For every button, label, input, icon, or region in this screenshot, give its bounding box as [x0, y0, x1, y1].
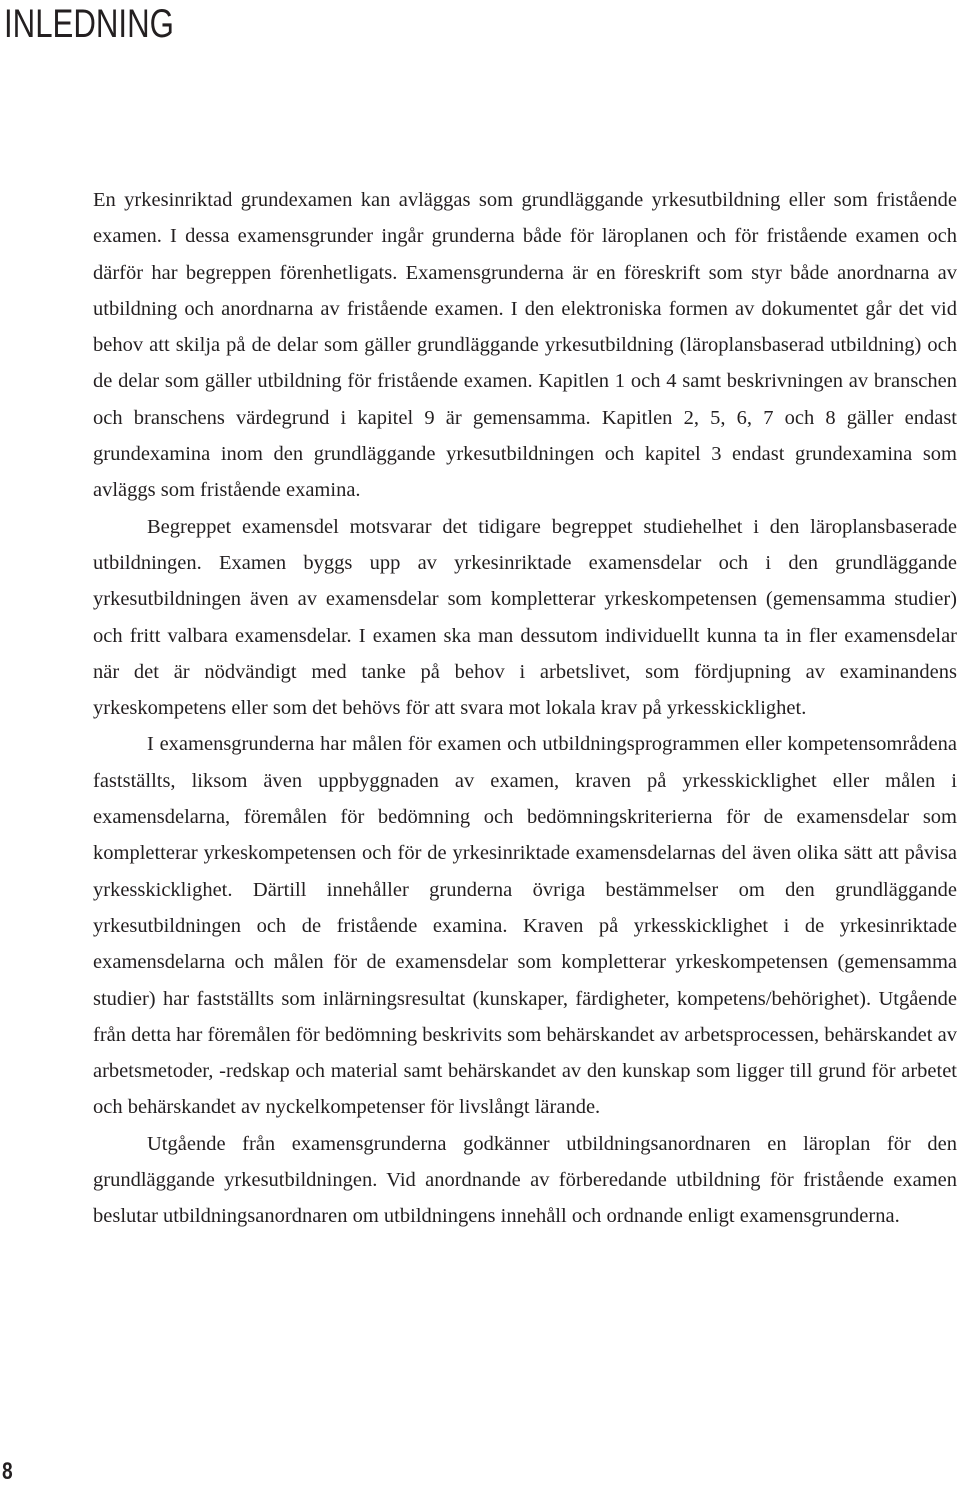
paragraph-laroplan: Utgående från examensgrunderna godkänner utbildningsanordnaren en läroplan för den grundläggande yrkesutbildningen. Vid anordnande av förberedande utbildning för fristående examen beslutar utbildningsanordnaren om utbildningens innehåll och ordnande enligt examensgrunderna.: [93, 1132, 957, 1228]
page-title: INLEDNING: [4, 2, 174, 46]
paragraph-intro: En yrkesinriktad grundexamen kan avläggas som grundläggande yrkesutbildning eller som fristående examen. I dessa examensgrunder ingår grunderna både för läroplanen och för fristående examen och därför har begreppen förenhetligats. Examensgrunderna är en föreskrift som styr både anordnarna av utbildning och anordnarna av fristående examen. I den elektroniska formen av dokumentet går det vid behov att skilja på de delar som gäller grundläggande yrkesutbildning (läroplansbaserad utbildning) och de delar som gäller utbildning för fristående examen. Kapitlen 1 och 4 samt beskrivningen av branschen och branschens värdegrund i kapitel 9 är gemensamma. Kapitlen 2, 5, 6, 7 och 8 gäller endast grundexamina inom den grundläggande yrkesutbildningen och kapitel 3 endast grundexamina som avläggs som fristående examina.: [93, 189, 957, 502]
paragraph-examensdel: Begreppet examensdel motsvarar det tidigare begreppet studiehelhet i den läroplansbaserade utbildningen. Examen byggs upp av yrkesinriktade examensdelar och i den grundläggande yrkesutbildningen även av examensdelar som kompletterar yrkeskompetensen (gemensamma studier) och fritt valbara examensdelar. I examen ska man dessutom individuellt kunna ta in fler examensdelar när det är nödvändigt med tanke på behov i arbetslivet, som fördjupning av examinandens yrkeskompetens eller som det behövs för att svara mot lokala krav på yrkesskicklighet.: [93, 515, 957, 720]
page-number: 8: [2, 1458, 13, 1485]
body-text: [93, 182, 957, 1235]
paragraph-examensgrunderna: I examensgrunderna har målen för examen och utbildningsprogrammen eller kompetensområdena fastställts, liksom även uppbyggnaden av examen, kraven på yrkesskicklighet eller målen i examensdelarna, föremålen för bedömning och bedömningskriterierna för de examensdelar som kompletterar yrkeskompetensen och för de yrkesinriktade examensdelarnas del även olika sätt att påvisa yrkesskicklighet. Därtill innehåller grunderna övriga bestämmelser om den grundläggande yrkesutbildningen och de fristående examina. Kraven på yrkesskicklighet i de yrkesinriktade examensdelarna och målen för de examensdelar som kompletterar yrkeskompetensen (gemensamma studier) har fastställts som inlärningsresultat (kunskaper, färdigheter, kompetens/behörighet). Utgående från detta har föremålen för bedömning beskrivits som behärskandet av arbetsprocessen, behärskandet av arbetsmetoder, -redskap och material samt behärskandet av den kunskap som ligger till grund för arbetet och behärskandet av nyckelkompetenser för livslångt lärande.: [93, 733, 957, 1119]
